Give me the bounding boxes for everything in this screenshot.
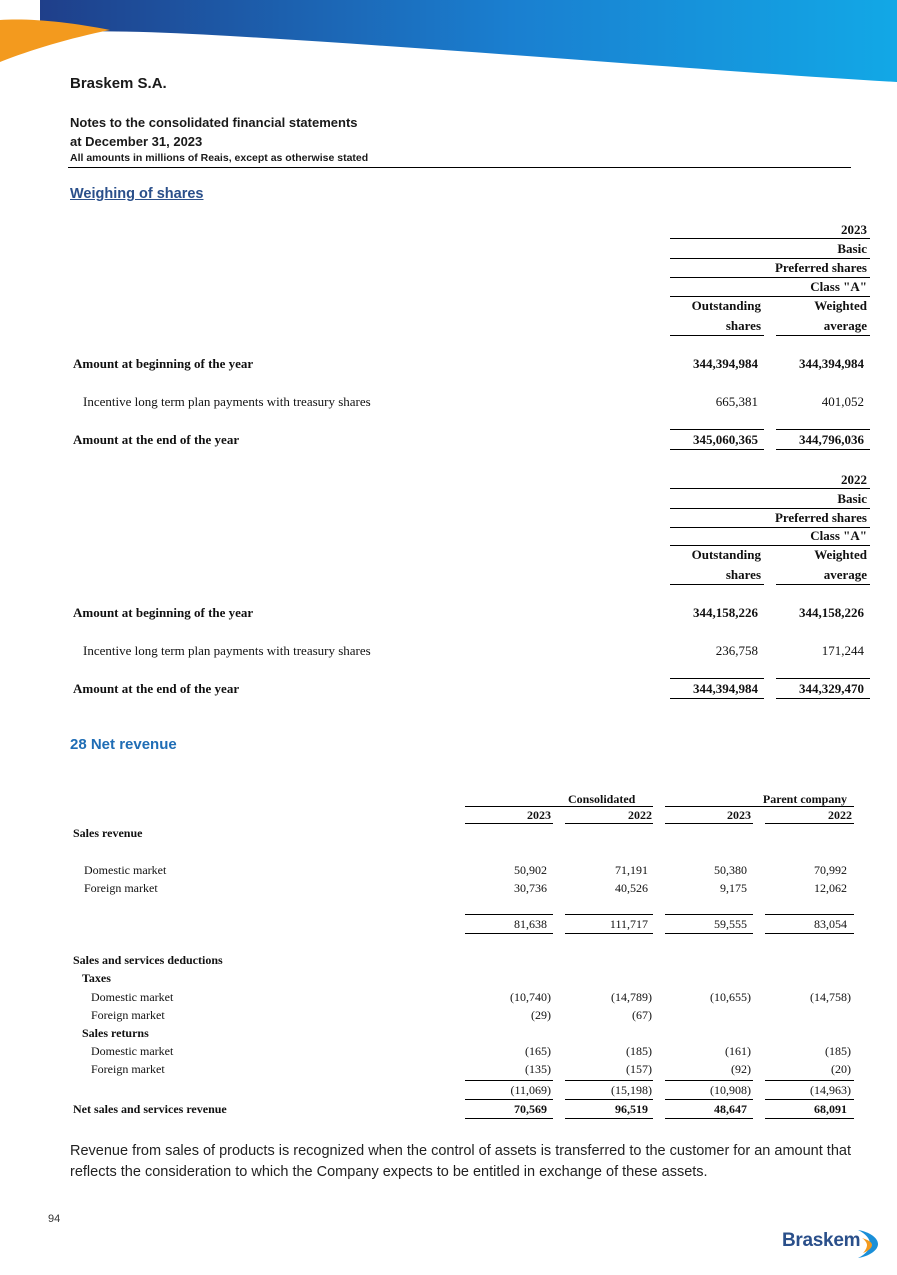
year-col: 2023 [727, 808, 751, 822]
row-weighted: 344,329,470 [799, 681, 864, 696]
rule [565, 1099, 653, 1100]
amounts-note: All amounts in millions of Reais, except as otherwise stated [70, 152, 369, 164]
braskem-logo-icon [856, 1228, 882, 1260]
cell: 96,519 [615, 1102, 648, 1116]
row-label: Amount at the end of the year [73, 681, 240, 696]
cell: 81,638 [514, 917, 547, 931]
rule [665, 933, 753, 934]
cell: (161) [725, 1044, 751, 1058]
row-label: Foreign market [91, 1062, 165, 1076]
year-header: 2022 [841, 472, 867, 487]
rule [565, 914, 653, 915]
rule [765, 1080, 854, 1081]
cell: 70,992 [814, 863, 847, 877]
rule [776, 335, 870, 336]
rule [776, 584, 870, 585]
rule [670, 238, 870, 239]
year-col: 2022 [828, 808, 852, 822]
cell: 30,736 [514, 881, 547, 895]
row-outstanding: 236,758 [715, 643, 758, 658]
cell: 68,091 [814, 1102, 847, 1116]
class-header: Class "A" [810, 279, 867, 294]
group-consolidated: Consolidated [568, 792, 636, 806]
cell: (185) [825, 1044, 851, 1058]
cell: (67) [632, 1008, 652, 1022]
cell: (165) [525, 1044, 551, 1058]
rule [765, 914, 854, 915]
rule [565, 1118, 653, 1119]
rule [776, 678, 870, 679]
rule [665, 914, 753, 915]
rule [465, 823, 553, 824]
cell: 40,526 [615, 881, 648, 895]
notes-title: Notes to the consolidated financial statements [70, 115, 358, 130]
class-header: Class "A" [810, 528, 867, 543]
rule [765, 933, 854, 934]
row-label: Amount at the end of the year [73, 432, 240, 447]
rule [765, 823, 854, 824]
row-outstanding: 665,381 [715, 394, 758, 409]
rule [670, 488, 870, 489]
row-weighted: 344,394,984 [799, 356, 864, 371]
weighted-header: Weighted [814, 298, 867, 313]
rule [670, 508, 870, 509]
rule [765, 1118, 854, 1119]
row-label: Domestic market [91, 990, 174, 1004]
cell: (10,908) [710, 1083, 751, 1097]
rule [665, 1118, 753, 1119]
preferred-header: Preferred shares [774, 510, 867, 525]
rule [776, 429, 870, 430]
cell: (14,963) [810, 1083, 851, 1097]
rule [665, 806, 854, 807]
cell: 111,717 [609, 917, 648, 931]
cell: 70,569 [514, 1102, 547, 1116]
cell: (157) [626, 1062, 652, 1076]
cell: (10,740) [510, 990, 551, 1004]
rule [765, 1099, 854, 1100]
rule [670, 584, 764, 585]
outstanding-header: Outstanding [691, 547, 761, 562]
basic-header: Basic [837, 241, 867, 256]
company-name: Braskem S.A. [70, 75, 167, 92]
taxes-label: Taxes [82, 971, 111, 985]
rule [565, 933, 653, 934]
row-label: Incentive long term plan payments with treasury shares [83, 394, 371, 409]
rule [776, 449, 870, 450]
basic-header: Basic [837, 491, 867, 506]
page-number: 94 [48, 1213, 61, 1225]
row-outstanding: 344,394,984 [693, 356, 758, 371]
cell: (135) [525, 1062, 551, 1076]
year-col: 2023 [527, 808, 551, 822]
cell: (29) [531, 1008, 551, 1022]
cell: (10,655) [710, 990, 751, 1004]
deductions-label: Sales and services deductions [73, 953, 223, 967]
cell: 71,191 [615, 863, 648, 877]
cell: (15,198) [611, 1083, 652, 1097]
rule [665, 1080, 753, 1081]
section-title: 28 Net revenue [70, 736, 177, 753]
weighted-header: Weighted [814, 547, 867, 562]
cell: (11,069) [510, 1083, 551, 1097]
net-revenue-label: Net sales and services revenue [73, 1102, 227, 1116]
cell: 59,555 [714, 917, 747, 931]
sales-revenue-label: Sales revenue [73, 826, 143, 840]
rule [670, 296, 870, 297]
rule [670, 678, 764, 679]
rule [465, 1118, 553, 1119]
cell: 50,902 [514, 863, 547, 877]
revenue-recognition-paragraph: Revenue from sales of products is recognized when the control of assets is transferred to the customer for an amount that reflects the consideration to which the Company expects to be entitled in exchange of these assets. [70, 1143, 851, 1180]
returns-label: Sales returns [82, 1026, 149, 1040]
cell: (20) [831, 1062, 851, 1076]
header-divider [68, 167, 851, 168]
row-weighted: 171,244 [821, 643, 864, 658]
row-label: Foreign market [84, 881, 158, 895]
row-weighted: 401,052 [821, 394, 864, 409]
weighing-title: Weighing of shares [70, 186, 204, 202]
outstanding-header-2: shares [725, 318, 761, 333]
row-outstanding: 344,158,226 [693, 605, 758, 620]
rule [670, 335, 764, 336]
rule [565, 1080, 653, 1081]
cell: (14,758) [810, 990, 851, 1004]
braskem-logo-text: Braskem [782, 1230, 861, 1251]
rule [565, 823, 653, 824]
rule [465, 1099, 553, 1100]
row-label: Domestic market [84, 863, 167, 877]
cell: 9,175 [720, 881, 747, 895]
rule [465, 1080, 553, 1081]
rule [670, 277, 870, 278]
cell: (185) [626, 1044, 652, 1058]
rule [670, 258, 870, 259]
preferred-header: Preferred shares [774, 260, 867, 275]
cell: 48,647 [714, 1102, 747, 1116]
weighted-header-2: average [823, 318, 867, 333]
cell: (14,789) [611, 990, 652, 1004]
row-weighted: 344,796,036 [799, 432, 864, 447]
row-label: Amount at beginning of the year [73, 356, 254, 371]
statement-date: at December 31, 2023 [70, 134, 203, 149]
row-label: Amount at beginning of the year [73, 605, 254, 620]
row-outstanding: 345,060,365 [693, 432, 758, 447]
rule [465, 806, 653, 807]
cell: (92) [731, 1062, 751, 1076]
rule [465, 914, 553, 915]
row-outstanding: 344,394,984 [693, 681, 758, 696]
cell: 50,380 [714, 863, 747, 877]
row-label: Domestic market [91, 1044, 174, 1058]
rule [670, 429, 764, 430]
year-col: 2022 [628, 808, 652, 822]
outstanding-header-2: shares [725, 567, 761, 582]
row-label: Incentive long term plan payments with treasury shares [83, 643, 371, 658]
rule [665, 823, 753, 824]
outstanding-header: Outstanding [691, 298, 761, 313]
rule [670, 449, 764, 450]
group-parent: Parent company [762, 792, 847, 806]
rule [465, 933, 553, 934]
year-header: 2023 [841, 222, 867, 237]
rule [670, 698, 764, 699]
row-weighted: 344,158,226 [799, 605, 864, 620]
rule [776, 698, 870, 699]
rule [665, 1099, 753, 1100]
rule [670, 545, 870, 546]
row-label: Foreign market [91, 1008, 165, 1022]
cell: 83,054 [814, 917, 847, 931]
weighted-header-2: average [823, 567, 867, 582]
cell: 12,062 [814, 881, 847, 895]
